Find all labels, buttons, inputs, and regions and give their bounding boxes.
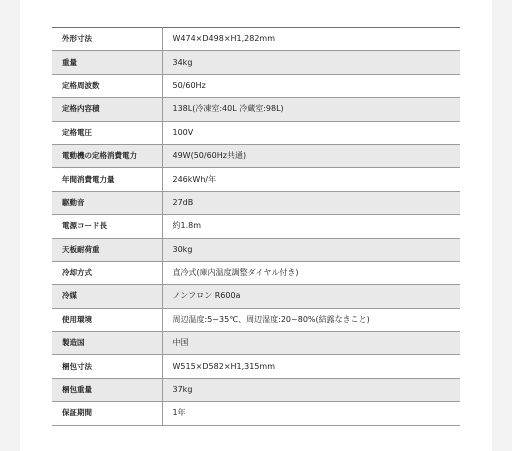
spec-label: 年間消費電力量 (52, 168, 162, 191)
table-row (52, 332, 460, 355)
spec-table (52, 27, 460, 426)
table-row (52, 238, 460, 261)
spec-value: 34kg (162, 51, 460, 74)
table-row (52, 168, 460, 191)
table-row (52, 378, 460, 401)
spec-value: 27dB (162, 191, 460, 214)
table-row (52, 74, 460, 97)
table-row (52, 144, 460, 167)
spec-label: 冷却方式 (52, 261, 162, 284)
spec-value: 約1.8m (162, 215, 460, 238)
spec-label: 天板耐荷重 (52, 238, 162, 261)
spec-label: 定格周波数 (52, 74, 162, 97)
spec-label: 製造国 (52, 332, 162, 355)
spec-value: W515×D582×H1,315mm (162, 355, 460, 378)
spec-label: 保証期間 (52, 402, 162, 425)
spec-label: 重量 (52, 51, 162, 74)
spec-label: 梱包寸法 (52, 355, 162, 378)
table-row (52, 355, 460, 378)
table-row (52, 28, 460, 51)
spec-label: 駆動音 (52, 191, 162, 214)
table-row (52, 308, 460, 331)
table-row (52, 215, 460, 238)
spec-value: 100V (162, 121, 460, 144)
spec-label: 使用環境 (52, 308, 162, 331)
spec-value: 1年 (162, 402, 460, 425)
spec-value: 中国 (162, 332, 460, 355)
spec-label: 定格電圧 (52, 121, 162, 144)
table-row (52, 121, 460, 144)
spec-label: 電動機の定格消費電力 (52, 144, 162, 167)
spec-label: 定格内容積 (52, 98, 162, 121)
spec-value: 30kg (162, 238, 460, 261)
table-row (52, 98, 460, 121)
table-row (52, 261, 460, 284)
spec-label: 電源コード長 (52, 215, 162, 238)
spec-label: 外形寸法 (52, 28, 162, 51)
spec-value: 246kWh/年 (162, 168, 460, 191)
spec-value: 直冷式(庫内温度調整ダイヤル付き) (162, 261, 460, 284)
spec-label: 梱包重量 (52, 378, 162, 401)
table-row (52, 191, 460, 214)
table-row (52, 402, 460, 425)
spec-value: 周辺温度:5~35℃、周辺湿度:20~80%(結露なきこと) (162, 308, 460, 331)
spec-value: ノンフロン R600a (162, 285, 460, 308)
spec-value: 49W(50/60Hz共通) (162, 144, 460, 167)
spec-value: 50/60Hz (162, 74, 460, 97)
table-row (52, 51, 460, 74)
spec-value: 37kg (162, 378, 460, 401)
spec-value: 138L(冷凍室:40L 冷蔵室:98L) (162, 98, 460, 121)
spec-value: W474×D498×H1,282mm (162, 28, 460, 51)
table-row (52, 285, 460, 308)
spec-label: 冷媒 (52, 285, 162, 308)
